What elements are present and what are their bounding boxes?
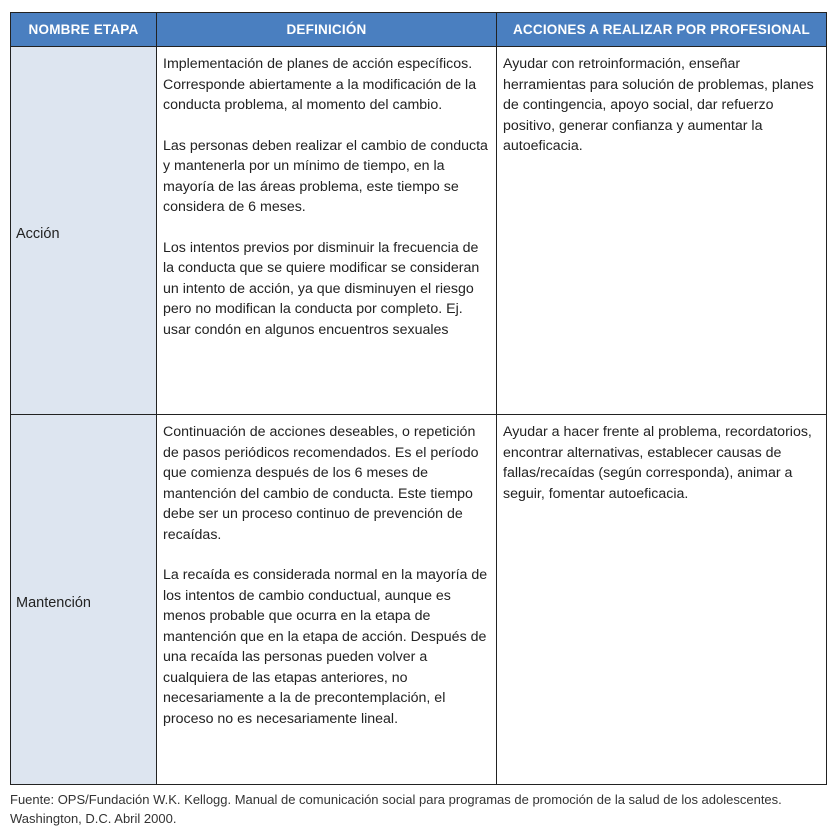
table-row-mantencion	[11, 415, 827, 785]
definition-paragraph: Las personas deben realizar el cambio de conducta y mantenerla por un mínimo de tiempo, en la mayoría de las áreas problema, este tiempo se considera de 6 meses.	[163, 137, 488, 215]
header-definition: DEFINICIÓN	[157, 13, 497, 47]
table-header-row	[11, 13, 827, 47]
stage-cell: Acción	[11, 47, 157, 415]
header-actions: ACCIONES A REALIZAR POR PROFESIONAL	[497, 13, 827, 47]
definition-paragraph: La recaída es considerada normal en la mayoría de los intentos de cambio conductual, aunque es menos probable que ocurra en la etapa de mantención que en la etapa de acción. Después de una recaída las personas pueden volver a cualquiera de las etapas anteriores, no necesariamente a la de precontemplación, el proceso no es necesariamente lineal.	[163, 567, 488, 727]
header-stage-name: NOMBRE ETAPA	[11, 13, 157, 47]
table-row-accion	[11, 47, 827, 415]
stages-table	[10, 12, 827, 785]
actions-cell: Ayudar a hacer frente al problema, recordatorios, encontrar alternativas, establecer causas de fallas/recaídas (según corresponda), animar a seguir, fomentar autoeficacia.	[497, 415, 827, 785]
definition-paragraph: Implementación de planes de acción específicos. Corresponde abiertamente a la modificación de la conducta problema, al momento del cambio.	[163, 56, 477, 113]
actions-cell: Ayudar con retroinformación, enseñar herramientas para solución de problemas, planes de contingencia, apoyo social, dar refuerzo positivo, generar confianza y aumentar la autoeficacia.	[497, 47, 827, 415]
source-note: Fuente: OPS/Fundación W.K. Kellogg. Manual de comunicación social para programas de promoción de la salud de los adolescentes. Washington, D.C. Abril 2000.	[10, 792, 782, 826]
definition-paragraph: Los intentos previos por disminuir la frecuencia de la conducta que se quiere modificar se consideran un intento de acción, ya que disminuyen el riesgo pero no modifican la conducta por completo. Ej. usar condón en algunos encuentros sexuales	[163, 239, 480, 338]
stage-cell: Mantención	[11, 415, 157, 785]
definition-paragraph: Continuación de acciones deseables, o repetición de pasos periódicos recomendados. Es el período que comienza después de los 6 meses de mantención del cambio de conducta. Este tiempo debe ser un proceso continuo de prevención de recaídas.	[163, 424, 479, 543]
definition-cell	[157, 415, 497, 785]
definition-cell	[157, 47, 497, 415]
